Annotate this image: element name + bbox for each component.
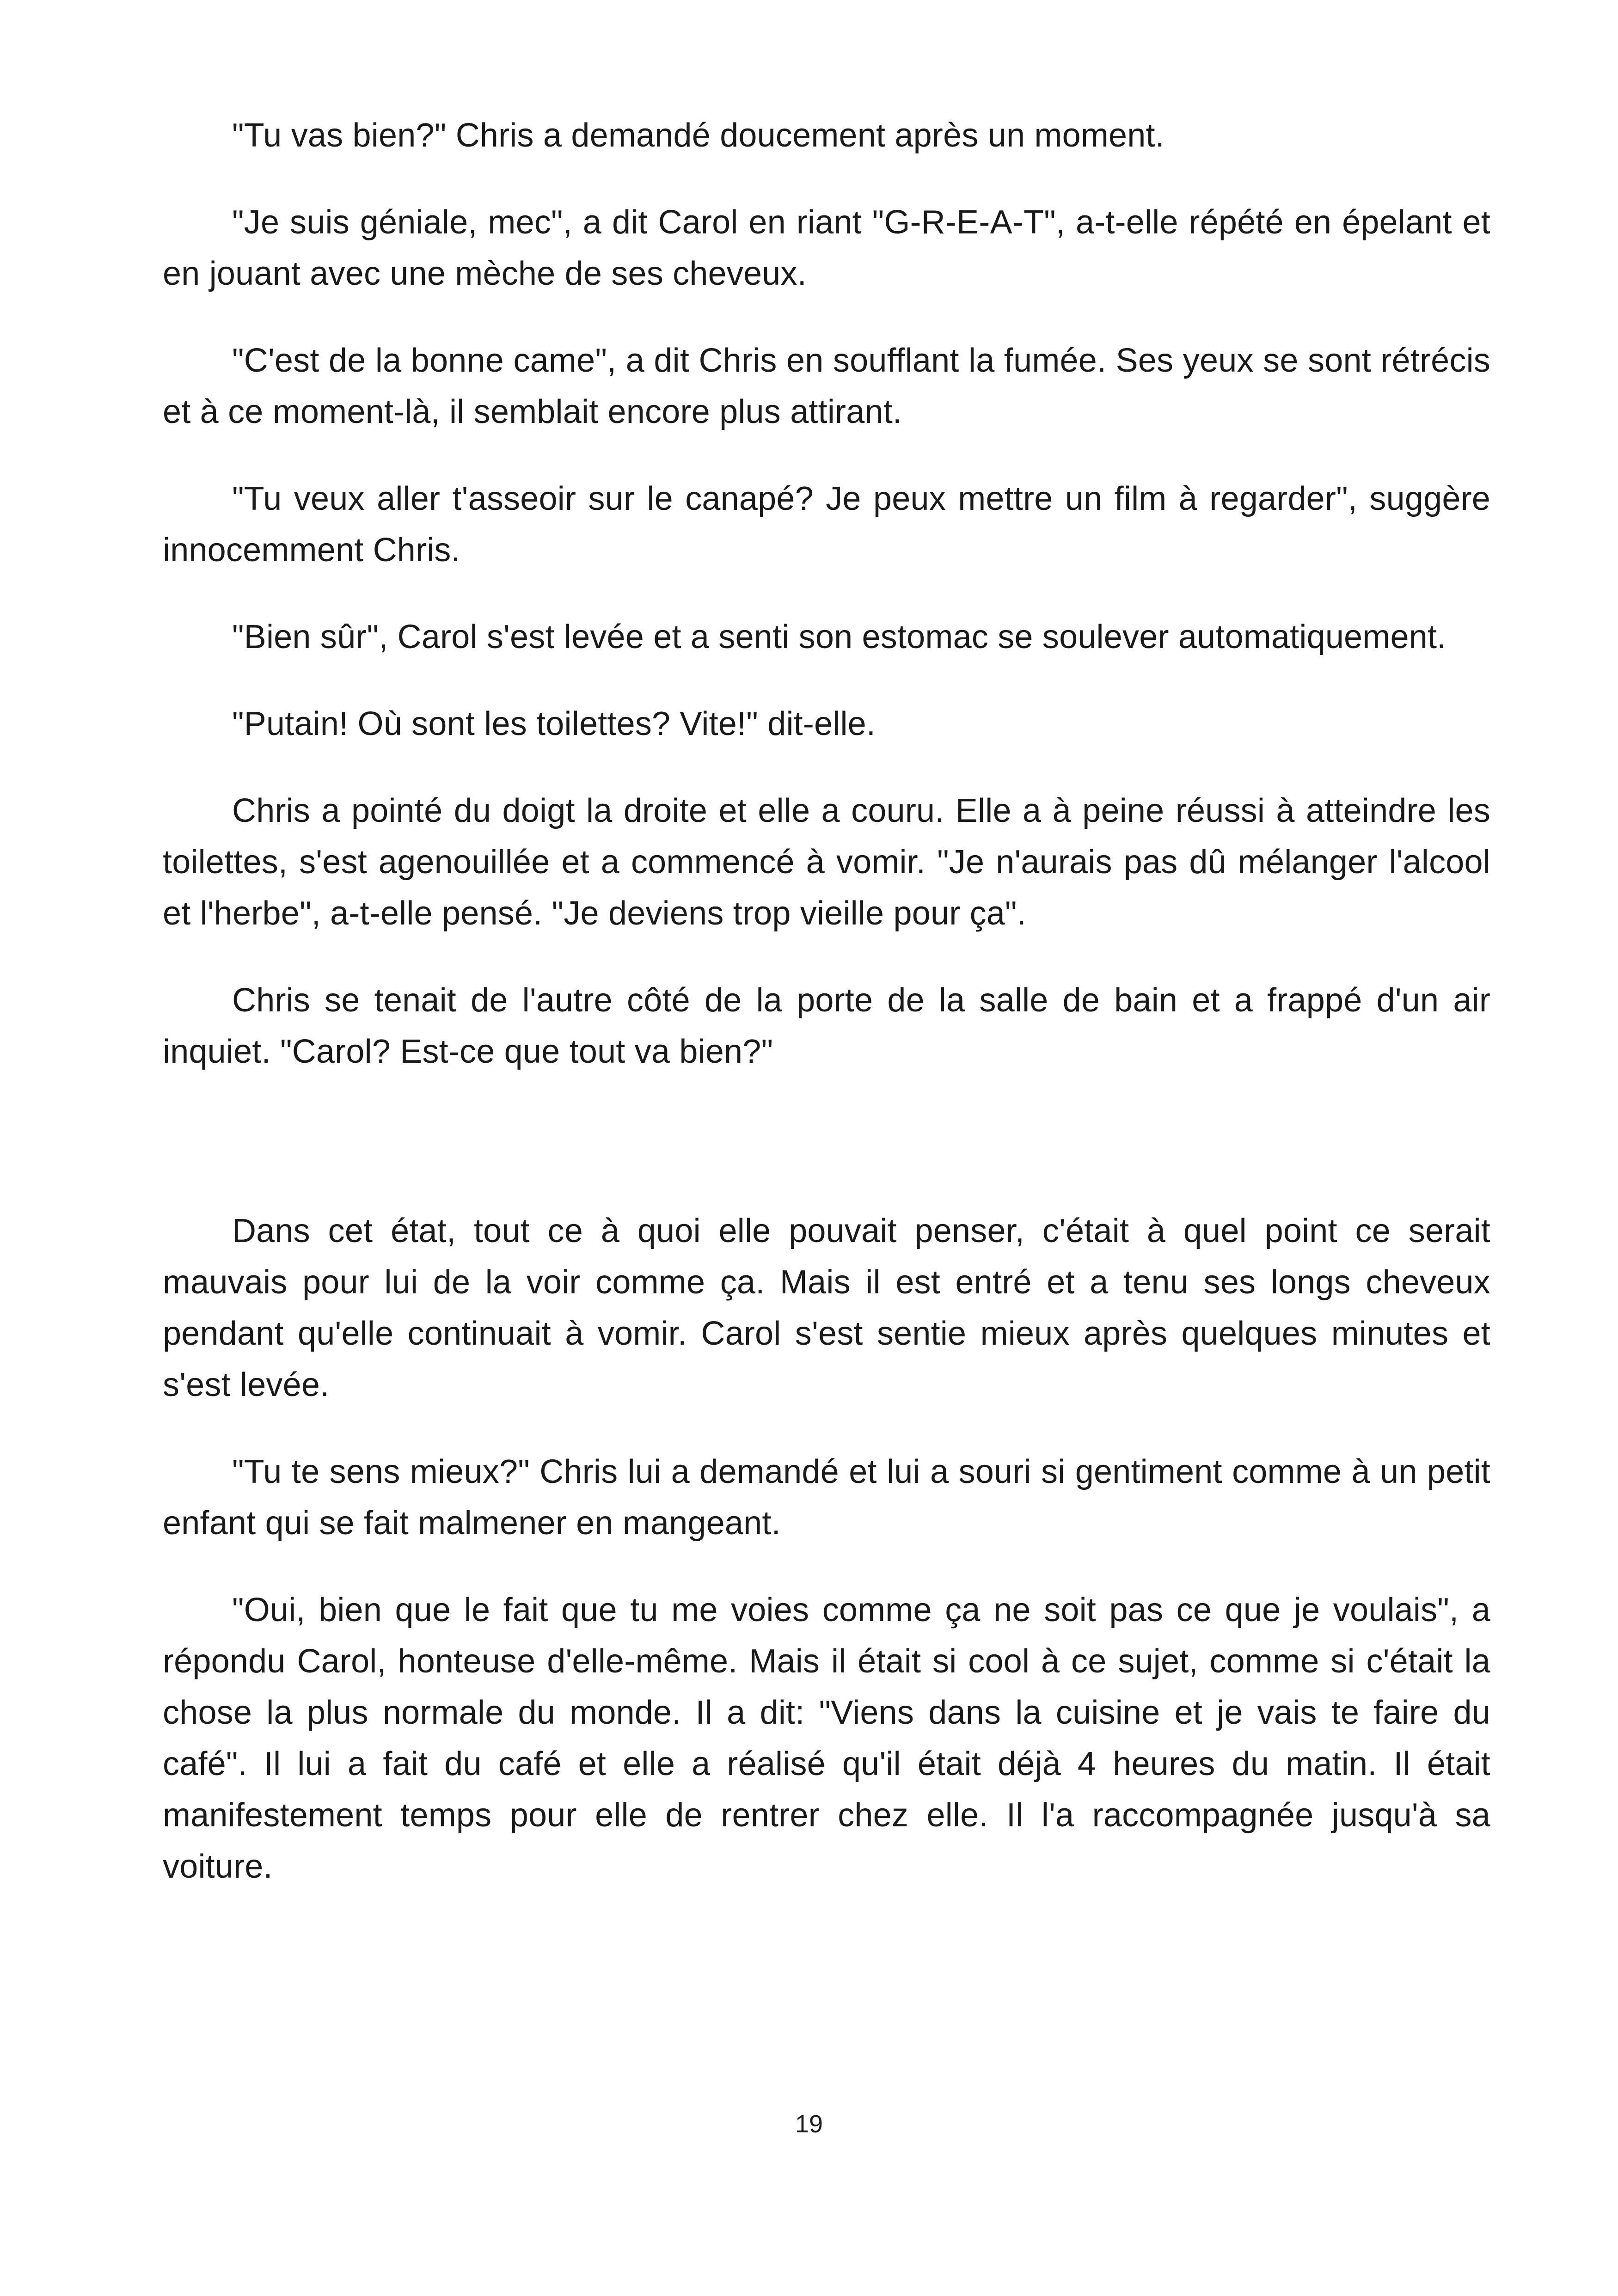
paragraph: "Tu te sens mieux?" Chris lui a demandé et lui a souri si gentiment comme à un petit enfant qui se fait malmener en mangeant. <box>163 1453 1490 1542</box>
paragraph: "Tu veux aller t'asseoir sur le canapé? Je peux mettre un film à regarder", suggère innocemment Chris. <box>163 480 1490 569</box>
paragraph: "Bien sûr", Carol s'est levée et a senti son estomac se soulever automatiquement. <box>232 618 1446 655</box>
paragraph: "Tu vas bien?" Chris a demandé doucement après un moment. <box>232 117 1164 154</box>
paragraph: Chris se tenait de l'autre côté de la porte de la salle de bain et a frappé d'un air inquiet. "Carol? Est-ce que tout va bien?" <box>163 982 1490 1070</box>
paragraph: "Je suis géniale, mec", a dit Carol en riant "G-R-E-A-T", a-t-elle répété en épelant et en jouant avec une mèche de ses cheveux. <box>163 204 1490 292</box>
body-text <box>163 110 1490 1928</box>
paragraph: "C'est de la bonne came", a dit Chris en soufflant la fumée. Ses yeux se sont rétrécis et à ce moment-là, il semblait encore plus attirant. <box>163 342 1490 430</box>
paragraph: Dans cet état, tout ce à quoi elle pouvait penser, c'était à quel point ce serait mauvais pour lui de la voir comme ça. Mais il est entré et a tenu ses longs cheveux pendant qu'elle continuait à vomir. Carol s'est sentie mieux après quelques minutes et s'est levée. <box>163 1212 1490 1403</box>
paragraph: "Putain! Où sont les toilettes? Vite!" dit-elle. <box>232 705 876 742</box>
paragraph: Chris a pointé du doigt la droite et elle a couru. Elle a à peine réussi à atteindre les toilettes, s'est agenouillée et a commencé à vomir. "Je n'aurais pas dû mélanger l'alcool et l'herbe", a-t-elle pensé. "Je deviens trop vieille pour ça". <box>163 792 1490 932</box>
paragraph: "Oui, bien que le fait que tu me voies comme ça ne soit pas ce que je voulais", a répondu Carol, honteuse d'elle-même. Mais il était si cool à ce sujet, comme si c'était la chose la plus normale du monde. Il a dit: "Viens dans la cuisine et je vais te faire du café". Il lui a fait du café et elle a réalisé qu'il était déjà 4 heures du matin. Il était manifestement temps pour elle de rentrer chez elle. Il l'a raccompagnée jusqu'à sa voiture. <box>163 1592 1490 1885</box>
page-number: 19 <box>795 2110 823 2138</box>
